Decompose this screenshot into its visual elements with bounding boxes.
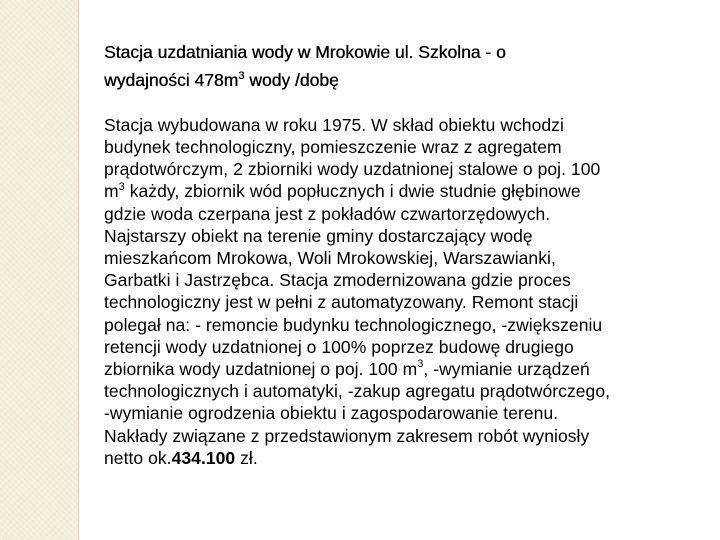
body-line: technologiczny jest w pełni z automatyzowany. Remont stacji bbox=[104, 292, 579, 313]
slide-body bbox=[104, 114, 714, 469]
body-line: Stacja wybudowana w roku 1975. W skład obiektu wchodzi bbox=[104, 114, 564, 135]
body-line: Garbatki i Jastrzębca. Stacja zmodernizowana gdzie proces bbox=[104, 270, 571, 291]
cost-amount: 434.100 bbox=[171, 447, 236, 468]
body-line: polegał na: - remoncie budynku technologicznego, -zwiększeniu bbox=[104, 314, 603, 335]
body-line: gdzie woda czerpana jest z pokładów czwartorzędowych. bbox=[104, 203, 551, 224]
title-superscript: 3 bbox=[238, 70, 245, 82]
body-line: Nakłady związane z przedstawionym zakresem robót wyniosły bbox=[104, 425, 590, 446]
superscript: 3 bbox=[417, 358, 424, 371]
superscript: 3 bbox=[118, 180, 125, 193]
title-unit-text: wody /dobę bbox=[244, 69, 339, 90]
currency-text: zł. bbox=[235, 447, 258, 468]
body-line bbox=[104, 447, 714, 469]
body-text-segment: każdy, zbiornik wód popłucznych i dwie studnie głębinowe bbox=[124, 181, 581, 202]
title-line-1: Stacja uzdatniania wody w Mrokowie ul. Szkolna - o bbox=[104, 42, 506, 62]
body-line bbox=[104, 358, 714, 380]
body-line: retencji wody uzdatnionej o 100% poprzez budowę drugiego bbox=[104, 336, 574, 357]
body-line: prądotwórczym, 2 zbiorniki wody uzdatnionej stalowe o poj. 100 bbox=[104, 159, 601, 180]
body-text-segment: m bbox=[104, 181, 119, 202]
body-line: -wymianie ogrodzenia obiektu i zagospodarowanie terenu. bbox=[104, 403, 559, 424]
title-line-2 bbox=[104, 70, 339, 90]
body-line: mieszkańcom Mrokowa, Woli Mrokowskiej, Warszawianki, bbox=[104, 248, 556, 269]
title-capacity-text: wydajności 478m bbox=[104, 69, 239, 90]
body-line bbox=[104, 180, 714, 202]
body-line: budynek technologiczny, pomieszczenie wraz z agregatem bbox=[104, 137, 562, 158]
body-text-segment: zbiornika wody uzdatnionej o poj. 100 m bbox=[104, 359, 418, 380]
slide-title bbox=[104, 40, 714, 92]
body-line: technologicznych i automatyki, -zakup agregatu prądotwórczego, bbox=[104, 381, 611, 402]
body-line: Najstarszy obiekt na terenie gminy dostarczający wodę bbox=[104, 225, 533, 246]
body-text-segment: netto ok. bbox=[104, 447, 172, 468]
slide-content bbox=[104, 40, 714, 469]
decorative-side-strip bbox=[0, 0, 79, 540]
body-text-segment: , -wymianie urządzeń bbox=[423, 359, 590, 380]
